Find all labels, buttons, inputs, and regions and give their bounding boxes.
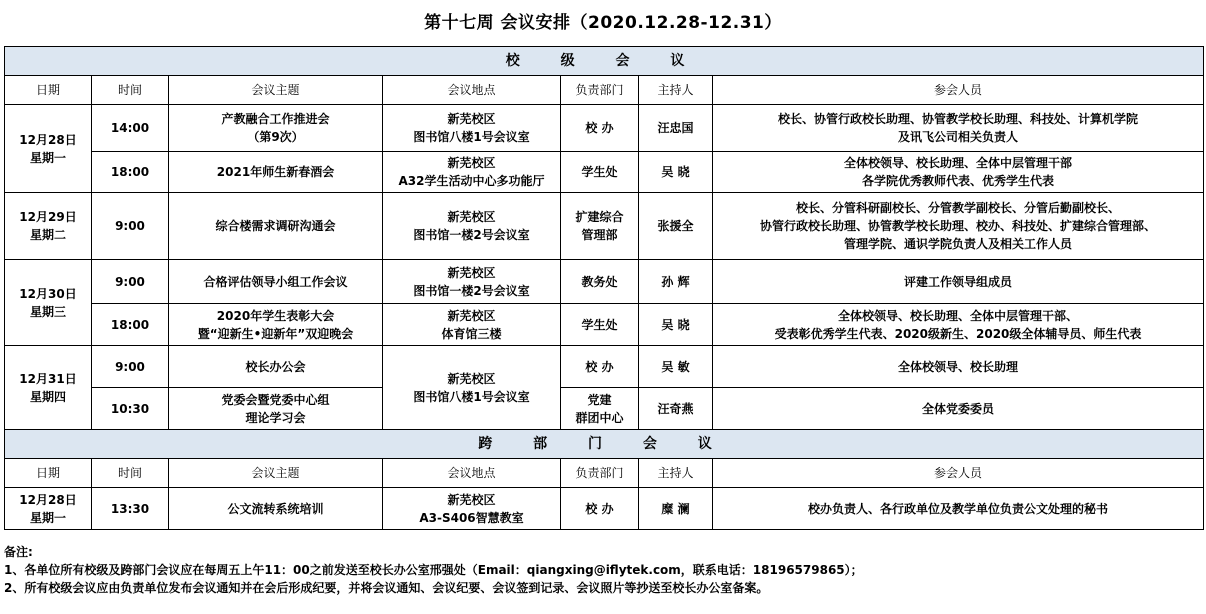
section-row-cross-department <box>5 430 1204 459</box>
location-cell <box>383 193 561 260</box>
host-cell: 孙 辉 <box>639 260 713 304</box>
topic-cell <box>169 304 383 346</box>
col-header-attendees: 参会人员 <box>713 459 1204 488</box>
attendees-cell <box>713 304 1204 346</box>
table-row <box>5 488 1204 530</box>
host-cell: 张援全 <box>639 193 713 260</box>
department-cell <box>561 193 639 260</box>
table-row <box>5 105 1204 152</box>
department-line: 党建 <box>587 392 612 407</box>
topic-cell: 2021年师生新春酒会 <box>169 152 383 193</box>
topic-cell <box>169 105 383 152</box>
location-line: A3-S406智慧教室 <box>419 510 524 525</box>
section-title-cross-department: 跨 部 门 会 议 <box>5 430 1204 459</box>
attendees-line: 及讯飞公司相关负责人 <box>898 130 1019 144</box>
attendees-cell: 评建工作领导组成员 <box>713 260 1204 304</box>
table-row <box>5 346 1204 388</box>
location-line: 新芜校区 <box>447 492 496 507</box>
host-cell: 吴 晓 <box>639 304 713 346</box>
notes-line-2: 2、所有校级会议应由负责单位发布会议通知并在会后形成纪要，并将会议通知、会议纪要、会议签到记录、会议照片等抄送至校长办公室备案。 <box>4 581 769 595</box>
attendees-line: 校长、分管科研副校长、分管教学副校长、分管后勤副校长、 <box>796 201 1121 215</box>
location-line: 图书馆一楼2号会议室 <box>413 228 530 242</box>
weekday-label: 星期二 <box>29 228 66 242</box>
location-cell <box>383 260 561 304</box>
topic-cell: 综合楼需求调研沟通会 <box>169 193 383 260</box>
attendees-cell <box>713 152 1204 193</box>
table-row <box>5 388 1204 430</box>
location-line: 体育馆三楼 <box>441 326 502 341</box>
location-cell <box>383 304 561 346</box>
table-row <box>5 260 1204 304</box>
host-cell: 吴 晓 <box>639 152 713 193</box>
time-cell: 9:00 <box>92 193 169 260</box>
topic-cell: 合格评估领导小组工作会议 <box>169 260 383 304</box>
date-cell <box>5 105 92 193</box>
topic-cell: 校长办公会 <box>169 346 383 388</box>
location-line: 图书馆八楼1号会议室 <box>413 130 530 144</box>
col-header-date: 日期 <box>5 459 92 488</box>
date-label: 12月29日 <box>19 210 77 224</box>
department-line: 管理部 <box>581 228 618 242</box>
section-row-school <box>5 47 1204 76</box>
col-header-location: 会议地点 <box>383 459 561 488</box>
col-header-department: 负责部门 <box>561 459 639 488</box>
col-header-time: 时间 <box>92 459 169 488</box>
location-line: 新芜校区 <box>447 156 496 170</box>
location-line: A32学生活动中心多功能厅 <box>398 174 545 188</box>
topic-line: 暨“迎新生•迎新年”双迎晚会 <box>197 326 354 341</box>
time-cell: 9:00 <box>92 260 169 304</box>
col-header-host: 主持人 <box>639 459 713 488</box>
department-cell: 学生处 <box>561 152 639 193</box>
date-cell <box>5 346 92 430</box>
page-title: 第十七周 会议安排（2020.12.28-12.31） <box>424 13 782 33</box>
topic-line: 2020年学生表彰大会 <box>216 308 335 323</box>
date-label: 12月28日 <box>19 132 77 147</box>
department-line: 群团中心 <box>575 410 624 425</box>
department-cell: 校 办 <box>561 105 639 152</box>
location-line: 图书馆八楼1号会议室 <box>413 389 530 404</box>
location-cell <box>383 105 561 152</box>
attendees-cell <box>713 193 1204 260</box>
department-cell: 校 办 <box>561 488 639 530</box>
department-cell: 学生处 <box>561 304 639 346</box>
col-header-location: 会议地点 <box>383 76 561 105</box>
header-row-cross-department <box>5 459 1204 488</box>
topic-line: （第9次） <box>247 130 304 144</box>
notes <box>4 543 1201 597</box>
topic-cell <box>169 388 383 430</box>
col-header-topic: 会议主题 <box>169 459 383 488</box>
topic-line: 党委会暨党委中心组 <box>221 392 330 407</box>
attendees-cell: 全体校领导、校长助理 <box>713 346 1204 388</box>
host-cell: 汪忠国 <box>639 105 713 152</box>
col-header-date: 日期 <box>5 76 92 105</box>
topic-cell: 公文流转系统培训 <box>169 488 383 530</box>
attendees-line: 受表彰优秀学生代表、2020级新生、2020级全体辅导员、师生代表 <box>774 326 1142 341</box>
time-cell: 9:00 <box>92 346 169 388</box>
department-line: 扩建综合 <box>575 210 624 224</box>
section-title-school: 校 级 会 议 <box>5 47 1204 76</box>
table-row <box>5 304 1204 346</box>
host-cell: 汪奇燕 <box>639 388 713 430</box>
time-cell: 10:30 <box>92 388 169 430</box>
weekday-label: 星期一 <box>29 510 66 525</box>
location-line: 新芜校区 <box>447 210 496 224</box>
attendees-line: 校长、协管行政校长助理、协管教学校长助理、科技处、计算机学院 <box>778 112 1139 126</box>
col-header-time: 时间 <box>92 76 169 105</box>
location-cell <box>383 152 561 193</box>
date-cell <box>5 488 92 530</box>
location-line: 新芜校区 <box>447 112 496 126</box>
location-line: 新芜校区 <box>447 265 496 280</box>
department-cell <box>561 388 639 430</box>
col-header-host: 主持人 <box>639 76 713 105</box>
topic-line: 产教融合工作推进会 <box>221 112 330 126</box>
attendees-line: 全体校领导、校长助理、全体中层管理干部、 <box>838 308 1079 323</box>
topic-line: 理论学习会 <box>245 410 306 425</box>
host-cell: 糜 澜 <box>639 488 713 530</box>
date-cell <box>5 193 92 260</box>
time-cell: 14:00 <box>92 105 169 152</box>
weekday-label: 星期四 <box>29 389 66 404</box>
location-cell <box>383 488 561 530</box>
time-cell: 18:00 <box>92 304 169 346</box>
col-header-attendees: 参会人员 <box>713 76 1204 105</box>
location-line: 新芜校区 <box>447 371 496 386</box>
attendees-line: 各学院优秀教师代表、优秀学生代表 <box>862 174 1055 188</box>
location-line: 图书馆一楼2号会议室 <box>413 283 530 298</box>
attendees-line: 管理学院、通识学院负责人及相关工作人员 <box>844 237 1073 251</box>
attendees-cell <box>713 105 1204 152</box>
table-row <box>5 152 1204 193</box>
attendees-line: 全体校领导、校长助理、全体中层管理干部 <box>844 156 1073 170</box>
location-line: 新芜校区 <box>447 308 496 323</box>
date-label: 12月28日 <box>19 492 77 507</box>
attendees-line: 协管行政校长助理、协管教学校长助理、校办、科技处、扩建综合管理部、 <box>760 219 1157 233</box>
department-cell: 校 办 <box>561 346 639 388</box>
col-header-department: 负责部门 <box>561 76 639 105</box>
date-label: 12月31日 <box>19 371 77 386</box>
time-cell: 13:30 <box>92 488 169 530</box>
time-cell: 18:00 <box>92 152 169 193</box>
host-cell: 吴 敏 <box>639 346 713 388</box>
department-cell: 教务处 <box>561 260 639 304</box>
attendees-cell: 校办负责人、各行政单位及教学单位负责公文处理的秘书 <box>713 488 1204 530</box>
date-label: 12月30日 <box>19 286 77 301</box>
notes-label: 备注: <box>4 545 33 559</box>
table-row <box>5 193 1204 260</box>
attendees-cell: 全体党委委员 <box>713 388 1204 430</box>
weekday-label: 星期一 <box>29 150 66 165</box>
date-cell <box>5 260 92 346</box>
schedule-table <box>4 46 1204 530</box>
header-row-school <box>5 76 1204 105</box>
notes-line-1: 1、各单位所有校级及跨部门会议应在每周五上午11：00之前发送至校长办公室邢强处（Email：qiangxing@iflytek.com，联系电话：18196579865）； <box>4 563 863 577</box>
weekday-label: 星期三 <box>29 304 66 319</box>
location-cell <box>383 346 561 430</box>
col-header-topic: 会议主题 <box>169 76 383 105</box>
